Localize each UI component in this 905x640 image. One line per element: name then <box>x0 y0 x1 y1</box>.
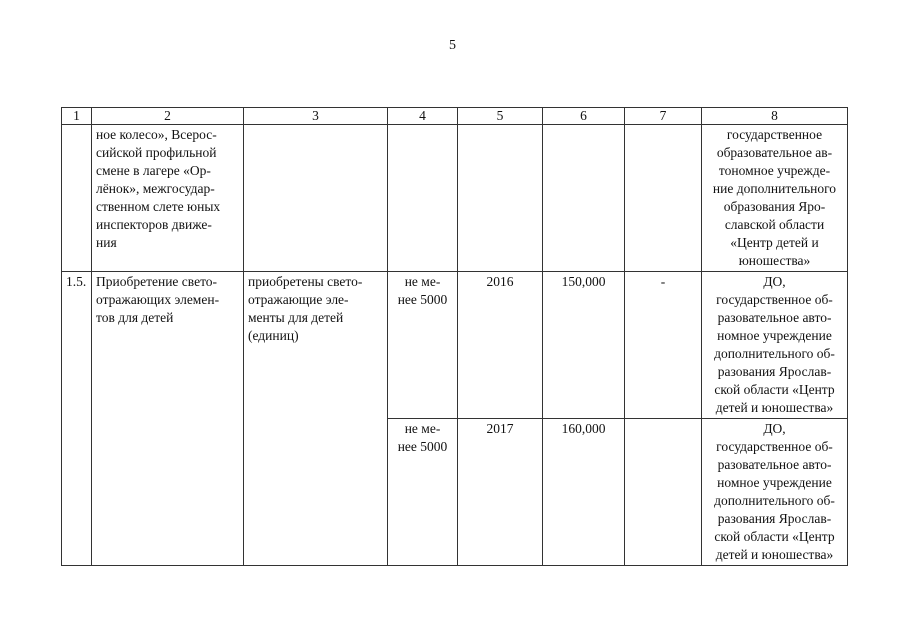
header-cell-7: 7 <box>625 108 702 125</box>
amount-cell: 160,000 <box>543 419 625 566</box>
indicator-cell <box>244 125 388 272</box>
other-cell <box>625 419 702 566</box>
header-cell-4: 4 <box>388 108 458 125</box>
item-number-cell <box>62 125 92 272</box>
target-value-cell: не ме- нее 5000 <box>388 272 458 419</box>
executor-cell: ДО, государственное об- разовательное авто- номное учреждение дополнительного об- разования Ярослав- ской области «Центр детей и юношества» <box>702 272 848 419</box>
target-value-cell: не ме- нее 5000 <box>388 419 458 566</box>
header-cell-5: 5 <box>458 108 543 125</box>
table-row <box>62 272 848 419</box>
page-number: 5 <box>449 38 456 53</box>
indicator-cell: приобретены свето- отражающие эле- менты для детей (единиц) <box>244 272 388 566</box>
header-cell-8: 8 <box>702 108 848 125</box>
target-value-cell <box>388 125 458 272</box>
header-cell-6: 6 <box>543 108 625 125</box>
header-cell-3: 3 <box>244 108 388 125</box>
header-cell-2: 2 <box>92 108 244 125</box>
year-cell <box>458 125 543 272</box>
measure-name-cell: Приобретение свето- отражающих элемен- тов для детей <box>92 272 244 566</box>
measures-table <box>61 107 848 566</box>
item-number-cell: 1.5. <box>62 272 92 566</box>
year-cell: 2016 <box>458 272 543 419</box>
header-cell-1: 1 <box>62 108 92 125</box>
measure-name-cell: ное колесо», Всерос- сийской профильной смене в лагере «Ор- лёнок», межгосудар- ственном слете юных инспекторов движе- ния <box>92 125 244 272</box>
table-header-row <box>62 108 848 125</box>
year-cell: 2017 <box>458 419 543 566</box>
other-cell: - <box>625 272 702 419</box>
table-row <box>62 125 848 272</box>
other-cell <box>625 125 702 272</box>
amount-cell: 150,000 <box>543 272 625 419</box>
amount-cell <box>543 125 625 272</box>
executor-cell: государственное образовательное ав- тономное учрежде- ние дополнительного образования Яро- славской области «Центр детей и юношества» <box>702 125 848 272</box>
executor-cell: ДО, государственное об- разовательное авто- номное учреждение дополнительного об- разования Ярослав- ской области «Центр детей и юношества» <box>702 419 848 566</box>
